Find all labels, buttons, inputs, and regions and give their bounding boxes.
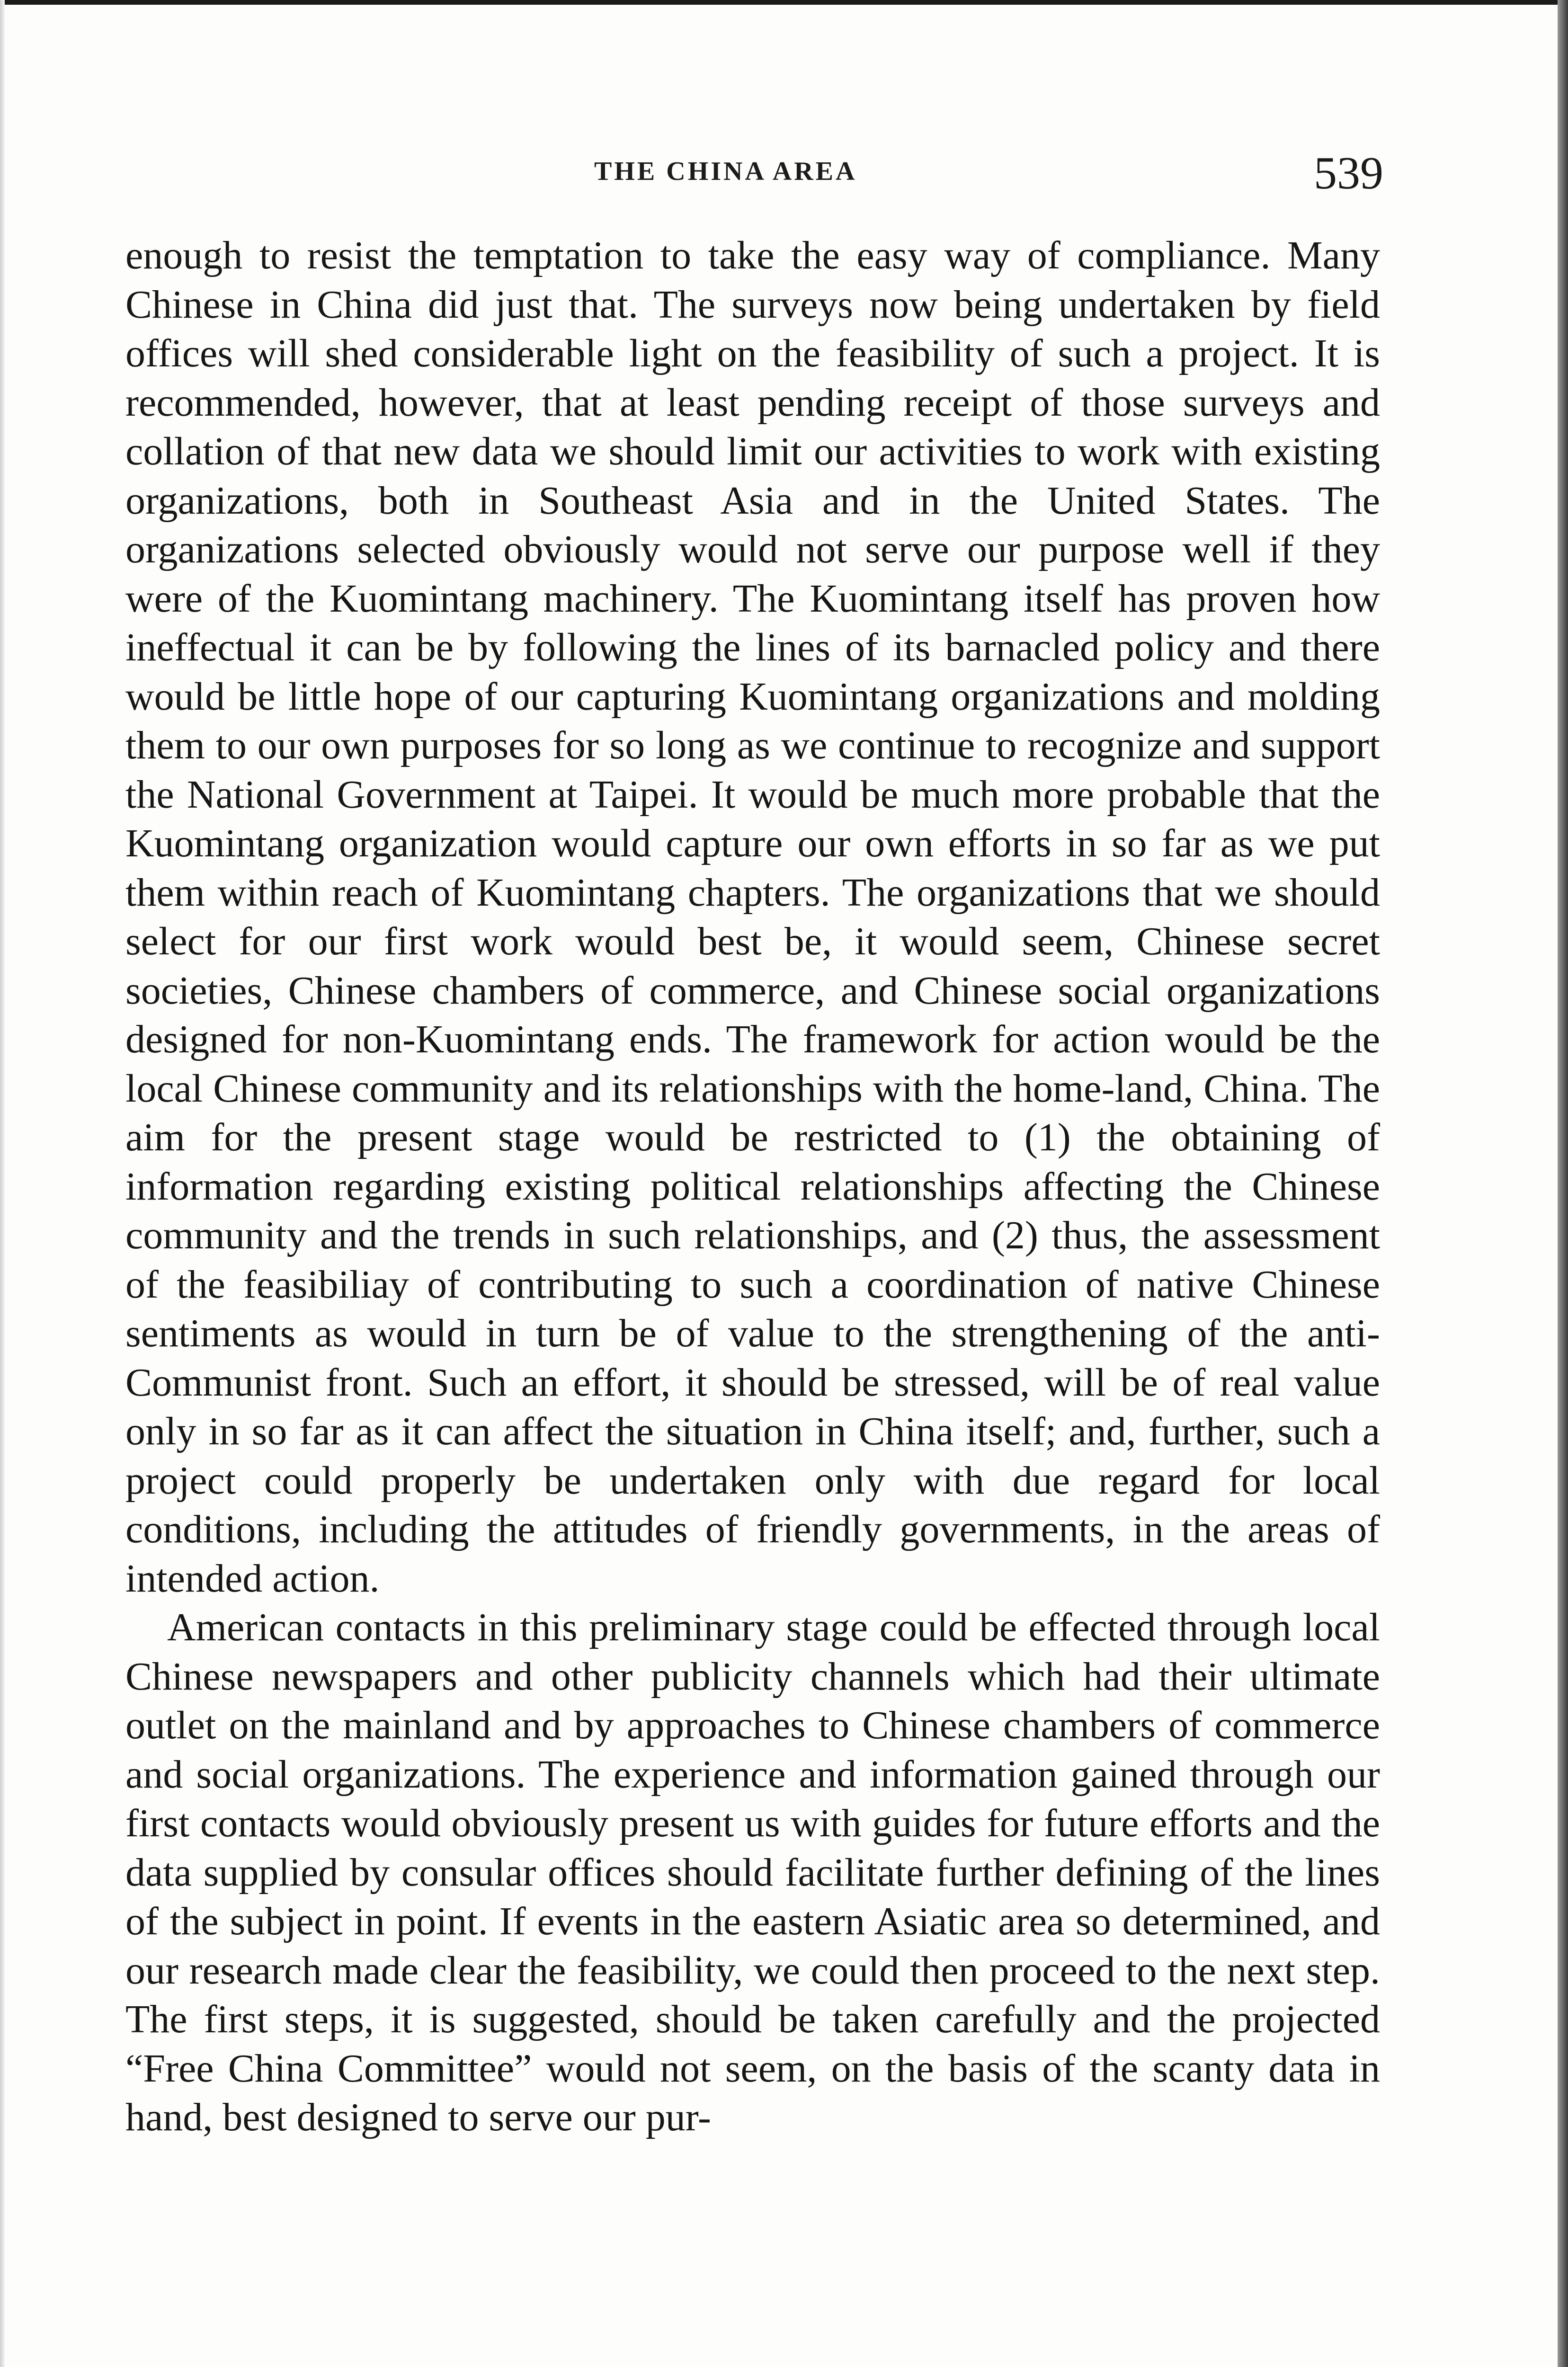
running-head: THE CHINA AREA [594,157,857,186]
paragraph-continued: enough to resist the temptation to take the easy way of compliance. Many Chinese in China did just that. The surveys now being undertaken by field offices will shed considerable light on the feasibility of such a project. It is recommended, however, that at least pending receipt of those surveys and collation of that new data we should limit our activities to work with existing organizations, both in Southeast Asia and in the United States. The organizations selected obviously would not serve our purpose well if they were of the Kuomintang machinery. The Kuomintang itself has proven how ineffectual it can be by following the lines of its barnacled policy and there would be little hope of our capturing Kuomintang organizations and molding them to our own purposes for so long as we continue to recognize and support the National Government at Taipei. It would be much more probable that the Kuomintang organization would capture our own efforts in so far as we put them within reach of Kuomintang chapters. The organizations that we should select for our first work would best be, it would seem, Chinese secret societies, Chinese chambers of commerce, and Chinese social organizations designed for non-Kuomintang ends. The framework for action would be the local Chinese community and its relationships with the home-land, China. The aim for the present stage would be restricted to (1) the obtaining of information regarding existing political relationships affecting the Chinese community and the trends in such relationships, and (2) thus, the assessment of the feasibiliay of contributing to such a coordination of native Chinese sentiments as would in turn be of value to the strengthening of the anti-Communist front. Such an effort, it should be stressed, will be of real value only in so far as it can affect the situation in China itself; and, further, such a project could properly be undertaken only with due regard for local conditions, including the attitudes of friendly governments, in the areas of intended action. [125,233,1380,1601]
scan-right-edge [1558,0,1568,2367]
body-text [125,231,1380,2142]
paragraph: American contacts in this preliminary stage could be effected through local Chinese newspapers and other publicity channels which had their ultimate outlet on the mainland and by approaches to Chinese chambers of commerce and social organizations. The experience and information gained through our first contacts would obviously present us with guides for future efforts and the data supplied by consular offices should facilitate further defining of the lines of the subject in point. If events in the eastern Asiatic area so determined, and our research made clear the feasibility, we could then proceed to the next step. The first steps, it is suggested, should be taken carefully and the projected “Free China Committee” would not seem, on the basis of the scanty data in hand, best designed to serve our pur- [125,1605,1380,2139]
scan-top-edge [0,0,1568,5]
scan-left-edge [0,0,5,2367]
page-number: 539 [1314,148,1383,199]
